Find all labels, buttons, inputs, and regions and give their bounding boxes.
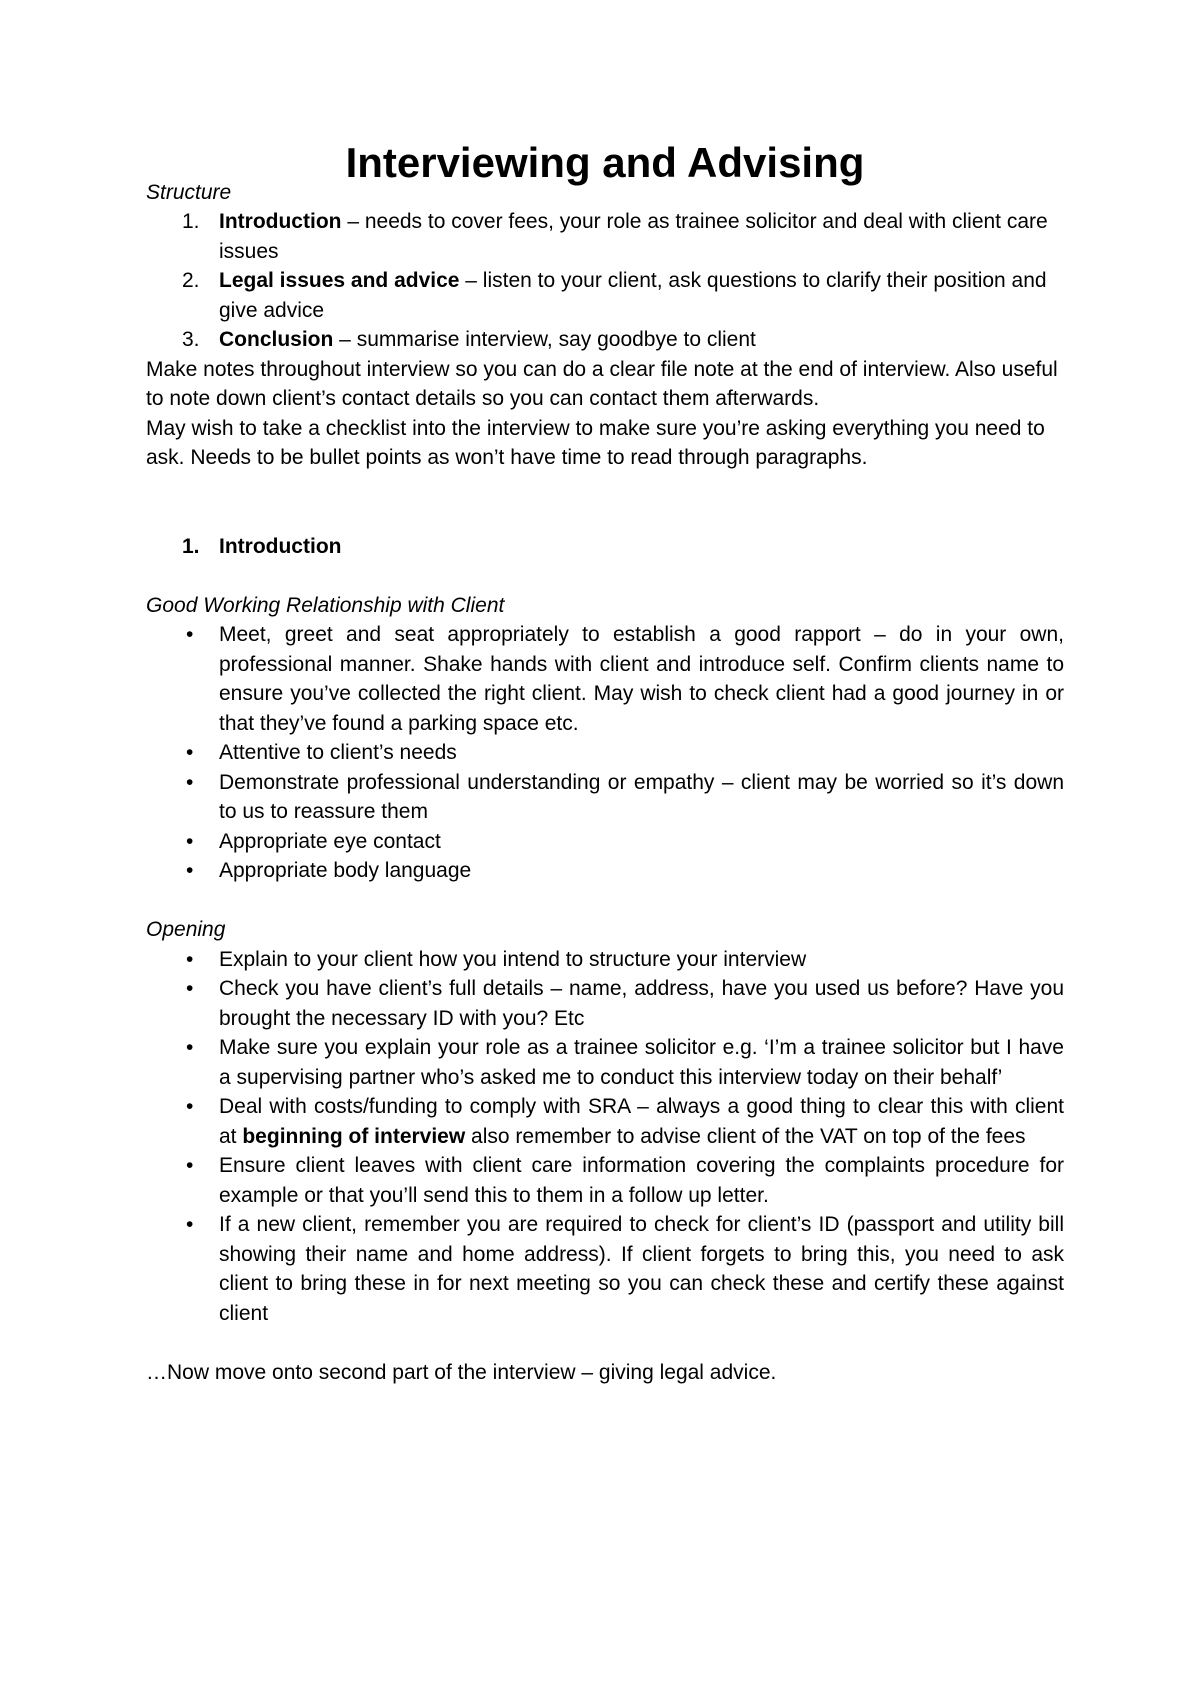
list-item xyxy=(146,856,1064,886)
notes-paragraph: Make notes throughout interview so you can do a clear file note at the end of interview. Also useful to note down client’s contact details so you can contact them afterwards. xyxy=(146,357,1058,410)
bullet-icon: • xyxy=(186,623,194,646)
bullet-icon: • xyxy=(186,1036,194,1059)
structure-label: Structure xyxy=(146,180,232,204)
list-number: 1. xyxy=(182,210,200,233)
list-item xyxy=(146,1210,1064,1328)
item-text: Appropriate eye contact xyxy=(219,829,441,853)
bullet-icon: • xyxy=(186,1213,194,1236)
bullet-icon: • xyxy=(186,741,194,764)
list-item xyxy=(146,1092,1064,1151)
item-text-after: also remember to advise client of the VAT on top of the fees xyxy=(465,1124,1026,1148)
list-item xyxy=(146,620,1064,738)
item-text: Check you have client’s full details – name, address, have you used us before? Have you brought the necessary ID with you? Etc xyxy=(219,977,1064,1030)
item-text: – listen to your client, ask questions to clarify their position and give advice xyxy=(219,269,1047,322)
list-item xyxy=(146,768,1064,827)
list-item xyxy=(146,266,1064,325)
bullet-icon: • xyxy=(186,947,194,971)
item-text: If a new client, remember you are required to check for client’s ID (passport and utility bill showing their name and home address). If client forgets to bring this, you need to ask client to bring these in for next meeting so you can check these and certify these against client xyxy=(219,1213,1064,1325)
item-text: Appropriate body language xyxy=(219,859,472,882)
item-heading: Introduction xyxy=(219,210,342,233)
item-text: Meet, greet and seat appropriately to establish a good rapport – do in your own, professional manner. Shake hands with client and introduce self. Confirm clients name to ensure you’ve collected the right client. May wish to check client had a good journey in or that they’ve found a parking space etc. xyxy=(219,623,1064,735)
introduction-heading xyxy=(146,532,1064,562)
bullet-icon: • xyxy=(186,770,194,794)
item-emphasis: beginning of interview xyxy=(242,1124,466,1148)
document-title: Interviewing and Advising xyxy=(345,139,865,186)
item-text: Demonstrate professional understanding or empathy – client may be worried so it’s down to us to reassure them xyxy=(219,770,1064,823)
item-text: Attentive to client’s needs xyxy=(219,741,457,764)
item-text: Ensure client leaves with client care information covering the complaints procedure for example or that you’ll send this to them in a follow up letter. xyxy=(219,1154,1064,1207)
checklist-paragraph: May wish to take a checklist into the interview to make sure you’re asking everything you need to ask. Needs to be bullet points as won’t have time to read through paragraphs. xyxy=(146,416,1045,469)
item-text: – summarise interview, say goodbye to client xyxy=(333,328,756,351)
opening-list xyxy=(146,945,1064,1329)
item-text: Make sure you explain your role as a trainee solicitor e.g. ‘I’m a trainee solicitor but I have a supervising partner who’s asked me to conduct this interview today on their behalf’ xyxy=(219,1036,1064,1089)
list-item xyxy=(146,974,1064,1033)
list-number: 1. xyxy=(182,534,200,558)
list-item xyxy=(146,207,1064,266)
opening-label: Opening xyxy=(146,918,226,941)
list-item xyxy=(146,325,1064,355)
relationship-label: Good Working Relationship with Client xyxy=(146,593,505,617)
item-text: Explain to your client how you intend to structure your interview xyxy=(219,947,807,971)
bullet-icon: • xyxy=(186,977,194,1000)
item-heading: Conclusion xyxy=(219,328,334,351)
closing-line: …Now move onto second part of the interview – giving legal advice. xyxy=(146,1360,777,1384)
list-number: 3. xyxy=(182,328,200,351)
list-item xyxy=(146,1033,1064,1092)
list-item xyxy=(146,738,1064,768)
structure-list xyxy=(146,207,1064,355)
item-text-before: Deal with costs/funding to comply with SRA – always a good thing to clear this with client at xyxy=(219,1095,1064,1148)
bullet-icon: • xyxy=(186,859,194,882)
list-item xyxy=(146,1151,1064,1210)
heading-text: Introduction xyxy=(219,534,342,558)
bullet-icon: • xyxy=(186,1095,194,1118)
list-number: 2. xyxy=(182,269,200,292)
bullet-icon: • xyxy=(186,1154,194,1177)
item-text: – needs to cover fees, your role as trainee solicitor and deal with client care issues xyxy=(219,210,1048,263)
item-heading: Legal issues and advice xyxy=(219,269,460,292)
bullet-icon: • xyxy=(186,829,194,853)
list-item xyxy=(146,945,1064,975)
relationship-list xyxy=(146,620,1064,886)
list-item xyxy=(146,827,1064,857)
